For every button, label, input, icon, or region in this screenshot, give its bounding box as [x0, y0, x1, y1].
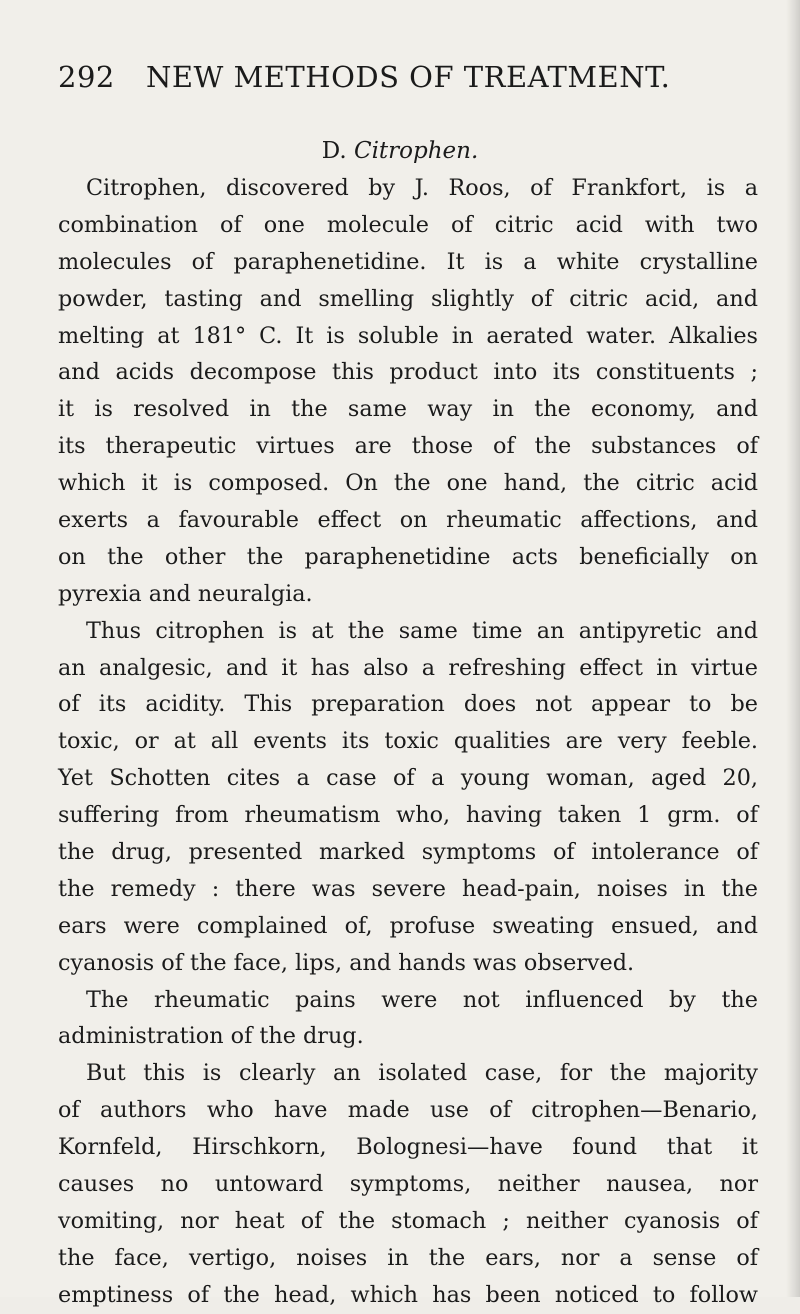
- text-line: suffering from rheumatism who, having taken 1 grm. of: [58, 802, 758, 829]
- text-line: its therapeutic virtues are those of the substances of: [58, 433, 758, 460]
- section-letter: D.: [321, 138, 347, 164]
- text-line: which it is composed. On the one hand, the citric acid: [58, 470, 758, 497]
- text-line: But this is clearly an isolated case, for the majority: [86, 1060, 758, 1087]
- text-line: administration of the drug.: [58, 1023, 364, 1050]
- text-line: causes no untoward symptoms, neither nausea, nor: [58, 1171, 758, 1198]
- text-line: combination of one molecule of citric acid with two: [58, 211, 758, 238]
- page-edge-shadow: [786, 0, 800, 1297]
- text-line: cyanosis of the face, lips, and hands was observed.: [58, 949, 635, 976]
- text-line: the remedy : there was severe head-pain, noises in the: [58, 875, 758, 902]
- text-line: on the other the paraphenetidine acts beneficially on: [58, 543, 758, 570]
- text-line: Thus citrophen is at the same time an antipyretic and: [86, 617, 758, 644]
- text-line: of authors who have made use of citrophen—Benario,: [58, 1097, 758, 1124]
- page-number: 292: [58, 60, 115, 94]
- text-line: and acids decompose this product into its constituents ;: [58, 359, 758, 386]
- text-line: of its acidity. This preparation does not appear to be: [58, 691, 758, 718]
- text-line: the face, vertigo, noises in the ears, nor a sense of: [58, 1244, 758, 1271]
- text-line: exerts a favourable effect on rheumatic affections, and: [58, 507, 758, 534]
- running-head: [58, 60, 758, 100]
- text-line: The rheumatic pains were not influenced by the: [86, 986, 758, 1013]
- text-line: an analgesic, and it has also a refreshing effect in virtue: [58, 654, 758, 681]
- text-line: Kornfeld, Hirschkorn, Bolognesi—have found that it: [58, 1134, 758, 1161]
- text-line: emptiness of the head, which has been noticed to follow: [58, 1281, 758, 1308]
- text-line: molecules of paraphenetidine. It is a white crystalline: [58, 248, 758, 275]
- text-line: melting at 181° C. It is soluble in aerated water. Alkalies: [58, 322, 758, 349]
- text-line: powder, tasting and smelling slightly of citric acid, and: [58, 285, 758, 312]
- text-line: toxic, or at all events its toxic qualities are very feeble.: [58, 728, 758, 755]
- running-head-title: NEW METHODS OF TREATMENT.: [146, 60, 671, 94]
- text-line: ears were complained of, profuse sweating ensued, and: [58, 912, 758, 939]
- text-line: vomiting, nor heat of the stomach ; neither cyanosis of: [58, 1207, 758, 1234]
- section-name: Citrophen.: [353, 138, 479, 164]
- text-line: it is resolved in the same way in the economy, and: [58, 396, 758, 423]
- text-line: the drug, presented marked symptoms of intolerance of: [58, 839, 758, 866]
- body-text: [58, 170, 758, 1314]
- text-line: Citrophen, discovered by J. Roos, of Frankfort, is a: [86, 175, 758, 201]
- section-heading: [0, 138, 800, 164]
- text-line: Yet Schotten cites a case of a young woman, aged 20,: [58, 765, 758, 792]
- text-line: pyrexia and neuralgia.: [58, 580, 313, 607]
